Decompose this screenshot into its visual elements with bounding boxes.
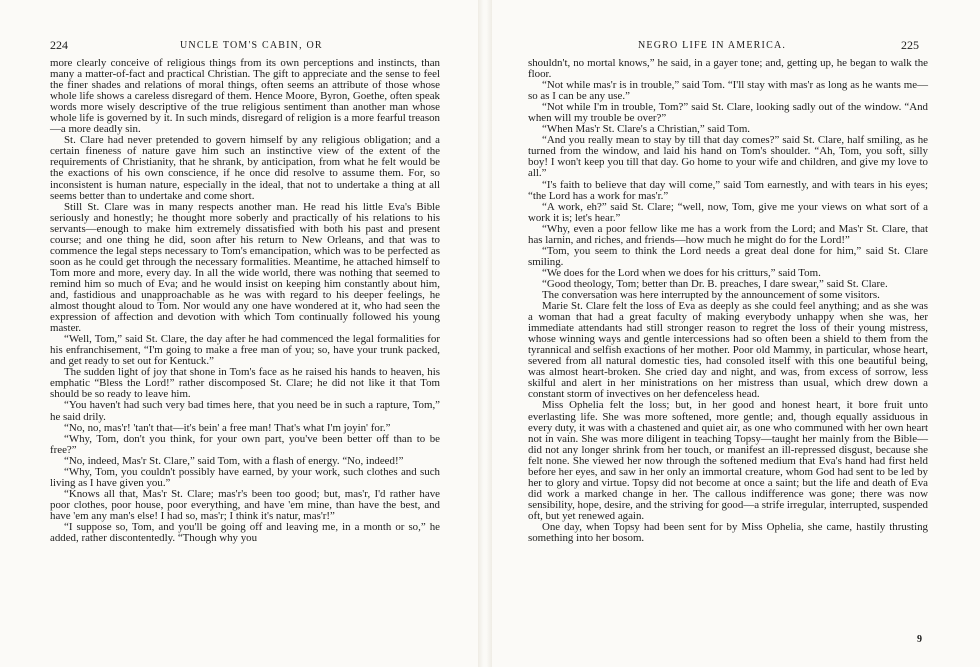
paragraph: shouldn't, no mortal knows,” he said, in a gayer tone; and, getting up, he began to walk the floor. xyxy=(528,57,928,81)
paragraph: “Good theology, Tom; better than Dr. B. preaches, I dare swear,” said St. Clare. xyxy=(542,277,888,290)
running-head: NEGRO LIFE IN AMERICA. xyxy=(638,40,787,51)
running-head: UNCLE TOM'S CABIN, OR xyxy=(180,40,323,51)
paragraph: The sudden light of joy that shone in Tom's face as he raised his hands to heaven, his emphatic “Bless the Lord!” rather discomposed St. Clare; he did not like it that Tom should be so ready to leave him. xyxy=(50,366,440,401)
paragraph: “Knows all that, Mas'r St. Clare; mas'r's been too good; but, mas'r, I'd rather have poor clothes, poor house, poor everything, and have 'em mine, than have the best, and have 'em any man's else! I had so, mas'r; I think it's natur, mas'r!” xyxy=(50,487,440,522)
paragraph: “No, indeed, Mas'r St. Clare,” said Tom, with a flash of energy. “No, indeed!” xyxy=(64,454,404,467)
paragraph: Marie St. Clare felt the loss of Eva as deeply as she could feel anything; and as she was a woman that had a great faculty of making everybody unhappy when she was, her immediate attendants had still stronger reason to regret the loss of their young mistress, whose winning ways and gentle intercessions had so often been a shield to them from the tyrannical and selfish exactions of her mother. Poor old Mammy, in particular, whose heart, severed from all natural domestic ties, had consoled itself with this one beautiful being, was almost heart-broken. She cried day and night, and was, from excess of sorrow, less skilful and alert in her ministrations on her mistress than usual, which drew down a constant storm of invectives on her defenceless head. xyxy=(528,300,928,401)
paragraph: “No, no, mas'r! 'tan't that—it's bein' a free man! That's what I'm joyin' for.” xyxy=(64,421,391,434)
signature-mark: 9 xyxy=(917,634,922,645)
paragraph: “Why, even a poor fellow like me has a work from the Lord; and Mas'r St. Clare, that has larnin, and riches, and friends—how much he might do for the Lord!” xyxy=(528,222,928,246)
paragraph: “And you really mean to stay by till that day comes?” said St. Clare, half smiling, as he turned from the window, and laid his hand on Tom's shoulder. “Ah, Tom, you soft, silly boy! I won't keep you till that day. Go home to your wife and children, and give my love to all.” xyxy=(528,134,928,180)
paragraph: “Not while I'm in trouble, Tom?” said St. Clare, looking sadly out of the window. “And when will my trouble be over?” xyxy=(528,101,928,125)
page-number: 225 xyxy=(901,38,919,52)
paragraph: “Well, Tom,” said St. Clare, the day after he had commenced the legal formalities for his enfranchisement, “I'm going to make a free man of you; so, have your trunk packed, and get ready to set out for Kentuck.” xyxy=(50,333,440,368)
paragraph: Miss Ophelia felt the loss; but, in her good and honest heart, it bore fruit unto everlasting life. She was more softened, more gentle; and, though equally assiduous in every duty, it was with a chastened and quiet air, as one who communed with her own heart not in vain. She was more diligent in teaching Topsy—taught her mainly from the Bible—did not any longer shrink from her touch, or manifest an ill-repressed disgust, because she felt none. She viewed her now through the softened medium that Eva's hand had first held before her eyes, and saw in her only an immortal creature, whom God had sent to be led by her to glory and virtue. Topsy did not become at once a saint; but the life and death of Eva did work a marked change in her. The callous indifference was gone; there was now sensibility, hope, desire, and the striving for good—a strife irregular, interrupted, suspended oft, but yet renewed again. xyxy=(528,399,928,522)
paragraph: “I suppose so, Tom, and you'll be going off and leaving me, in a month or so,” he added, rather discontentedly. “Though why you xyxy=(50,520,440,545)
paragraph: “A work, eh?” said St. Clare; “well, now, Tom, give me your views on what sort of a work it is; let's hear.” xyxy=(528,200,928,224)
paragraph: “You haven't had such very bad times here, that you need be in such a rapture, Tom,” he said drily. xyxy=(50,399,440,423)
paragraph: St. Clare had never pretended to govern himself by any religious obligation; and a certain fineness of nature gave him such an instinctive view of the extent of the requirements of Christianity, that he shrank, by anticipation, from what he felt would be the exactions of his own conscience, if he once did resolve to assume them. For, so inconsistent is human nature, especially in the ideal, that not to undertake a thing at all seems better than to undertake and come short. xyxy=(50,134,440,202)
page-number: 224 xyxy=(50,38,68,52)
left-page xyxy=(0,0,480,667)
right-page xyxy=(490,0,980,667)
paragraph: “I's faith to believe that day will come,” said Tom earnestly, and with tears in his eyes; “the Lord has a work for mas'r.” xyxy=(528,178,928,202)
paragraph: “Tom, you seem to think the Lord needs a great deal done for him,” said St. Clare smiling. xyxy=(528,244,928,268)
page-body xyxy=(528,58,928,544)
paragraph: “Not while mas'r is in trouble,” said Tom. “I'll stay with mas'r as long as he wants me—so as I can be any use.” xyxy=(528,79,928,103)
paragraph: The conversation was here interrupted by the announcement of some visitors. xyxy=(542,288,880,301)
paragraph: “When Mas'r St. Clare's a Christian,” said Tom. xyxy=(542,123,751,136)
paragraph: “Why, Tom, you couldn't possibly have earned, by your work, such clothes and such living as I have given you.” xyxy=(50,465,440,489)
paragraph: One day, when Topsy had been sent for by Miss Ophelia, she came, hastily thrusting something into her bosom. xyxy=(528,520,928,545)
paragraph: “We does for the Lord when we does for his critturs,” said Tom. xyxy=(542,266,821,279)
paragraph: Still St. Clare was in many respects another man. He read his little Eva's Bible seriously and honestly; he thought more soberly and practically of his relations to his servants—enough to make him extremely dissatisfied with both his past and present course; and one thing he did, soon after his return to New Orleans, and that was to commence the legal steps necessary to Tom's emancipation, which was to be perfected as soon as he could get through the necessary formalities. Meantime, he attached himself to Tom more and more, every day. In all the wide world, there was nothing that seemed to remind him so much of Eva; and he would insist on keeping him constantly about him, and, fastidious and unapproachable as he was with regard to his deeper feelings, he almost thought aloud to Tom. Nor would any one have wondered at it, who had seen the expression of affection and devotion with which Tom continually followed his young master. xyxy=(50,200,440,335)
paragraph: more clearly conceive of religious things from its own perceptions and instincts, than many a matter-of-fact and practical Christian. The gift to appreciate and the sense to feel the finer shades and relations of moral things, often seems an attribute of those whose whole life shows a careless disregard of them. Hence Moore, Byron, Goethe, often speak words more wisely descriptive of the true religious sentiment than another man whose whole life is governed by it. In such minds, disregard of religion is a more fearful treason—a more deadly sin. xyxy=(50,57,440,136)
page-body xyxy=(50,58,440,544)
paragraph: “Why, Tom, don't you think, for your own part, you've been better off than to be free?” xyxy=(50,432,440,456)
